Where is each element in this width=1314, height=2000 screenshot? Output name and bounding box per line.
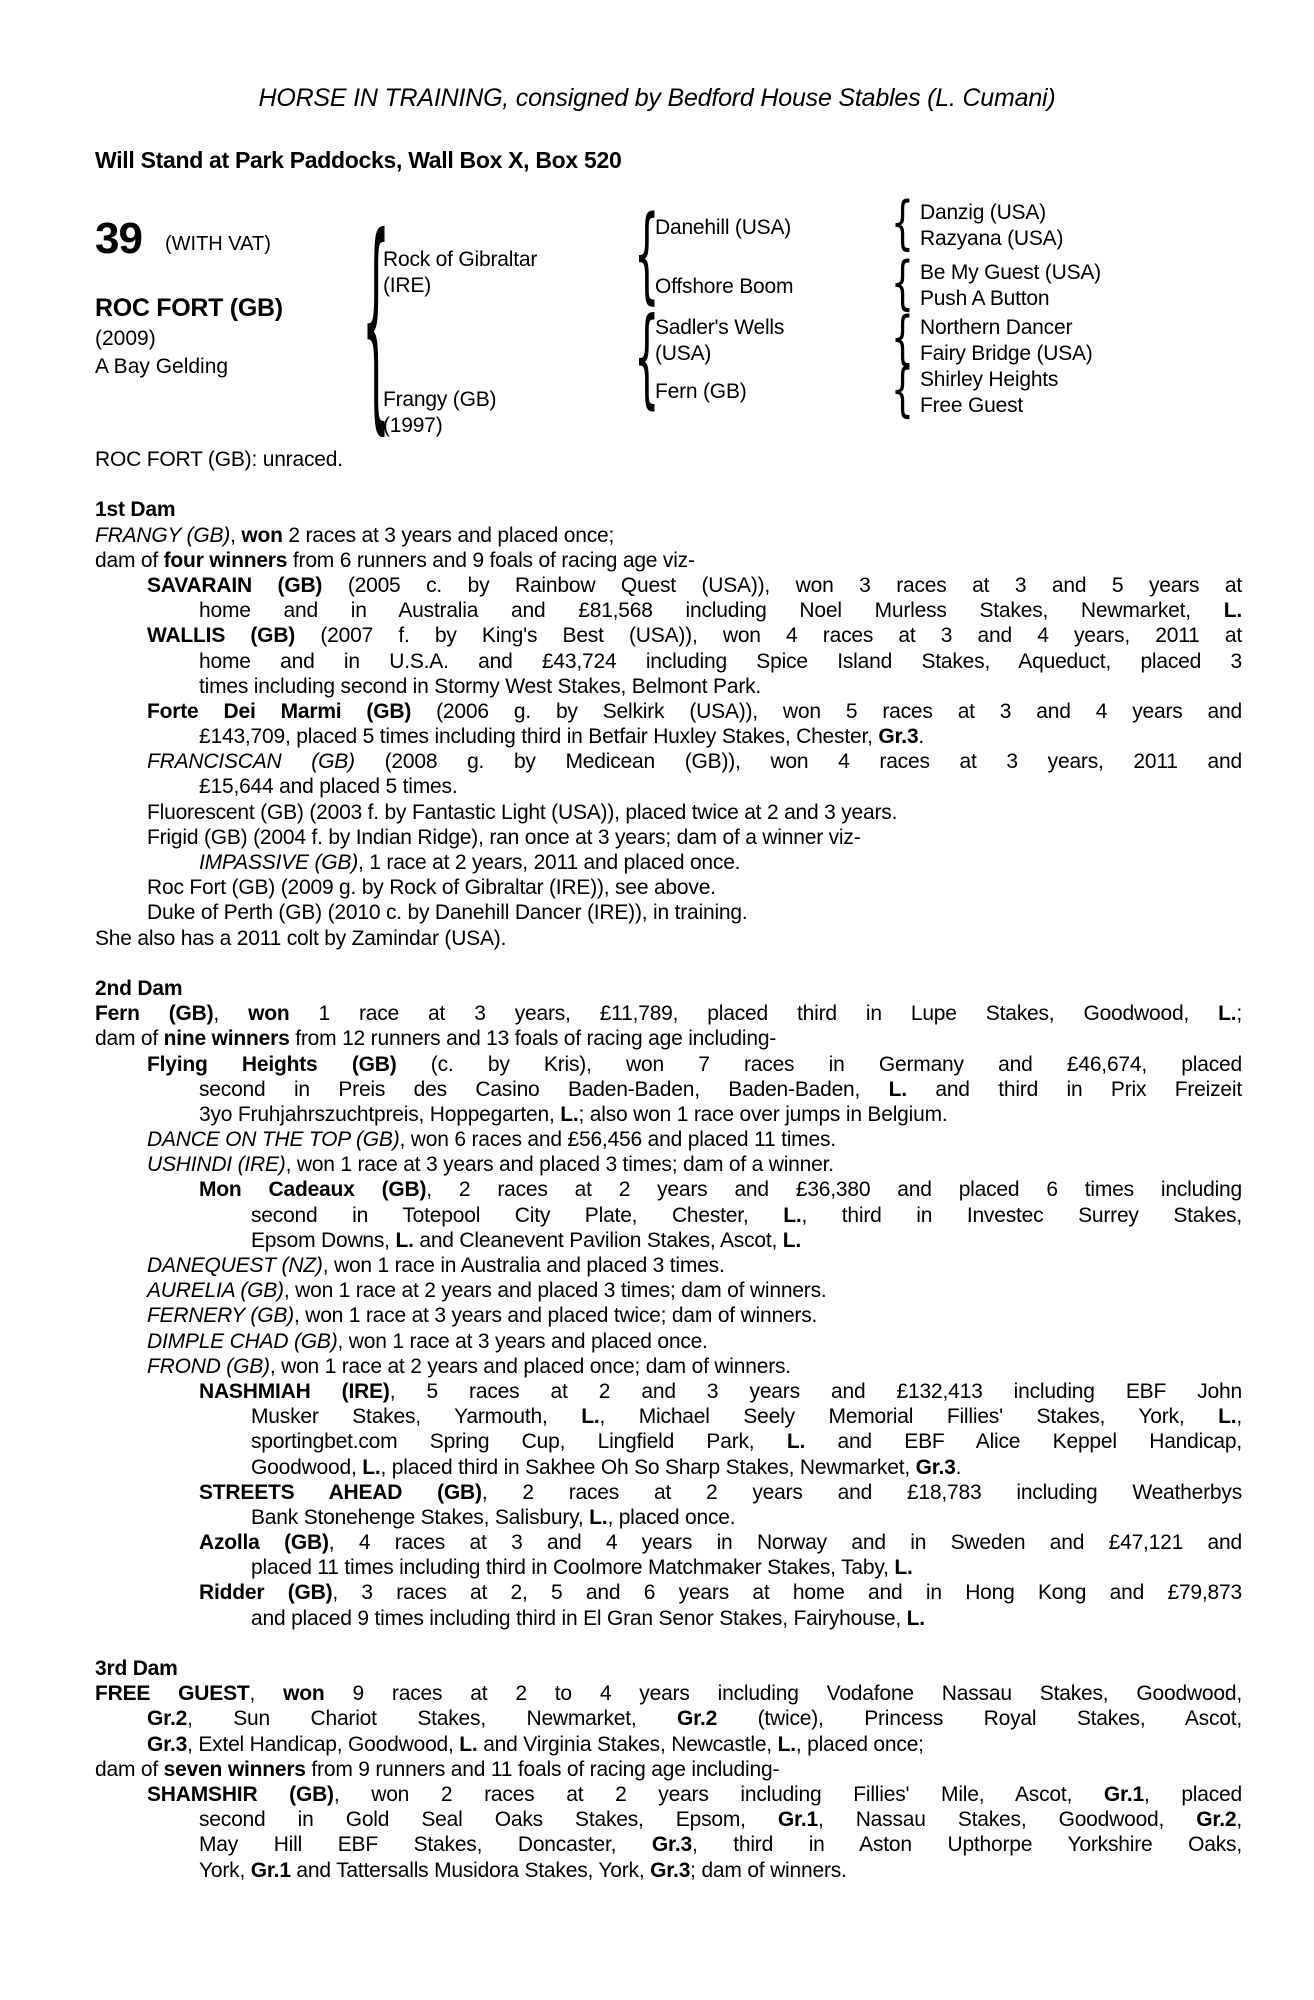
text-run: Gr.3 <box>878 725 919 749</box>
text-run: , <box>249 1682 284 1706</box>
stand-location: Will Stand at Park Paddocks, Wall Box X, Box 520 <box>95 147 622 173</box>
text-run: L. <box>581 1405 600 1429</box>
text-run: FRANCISCAN (GB) <box>147 750 355 774</box>
text-run: Gr.3 <box>915 1455 956 1479</box>
text-run: (2008 g. by Medicean (GB)), won 4 races at 3 years, 2011 and <box>354 750 1242 774</box>
text-run: Fern (GB) <box>95 1002 214 1026</box>
catalog-line <box>95 1329 1242 1354</box>
catalog-line <box>95 1001 1242 1026</box>
text-run: , won 1 race at 2 years and placed 3 times; dam of winners. <box>283 1279 827 1303</box>
lot-vat-note: (WITH VAT) <box>165 233 271 255</box>
lot-number: 39 <box>95 214 142 263</box>
text-run: ; dam of winners. <box>690 1858 847 1882</box>
catalog-line <box>95 447 1242 472</box>
text-run: FRANGY (GB) <box>95 523 231 547</box>
catalog-line <box>95 1530 1242 1555</box>
text-run: L. <box>589 1505 608 1529</box>
text-run: USHINDI (IRE) <box>147 1153 286 1177</box>
text-run: Frigid (GB) (2004 f. by Indian Ridge), ran once at 3 years; dam of a winner viz- <box>147 825 861 849</box>
text-run: from 12 runners and 13 foals of racing age including- <box>289 1027 777 1051</box>
catalog-line <box>95 1656 1242 1681</box>
text-run: from 9 runners and 11 foals of racing age including- <box>305 1757 780 1781</box>
text-run: (c. by Kris), won 7 races in Germany and £46,674, placed <box>396 1052 1242 1076</box>
text-run: , Michael Seely Memorial Fillies' Stakes, York, <box>599 1405 1219 1429</box>
catalog-line <box>95 548 1242 573</box>
text-run: , <box>230 523 242 547</box>
text-run: , won 1 race at 2 years and placed once; dam of winners. <box>269 1354 791 1378</box>
catalog-line <box>95 926 1242 951</box>
text-run: , Extel Handicap, Goodwood, <box>187 1732 460 1756</box>
gen3-shirley-heights: Shirley Heights <box>920 368 1059 391</box>
text-run: seven winners <box>163 1757 306 1781</box>
catalog-line <box>95 1077 1242 1102</box>
text-run: Roc Fort (GB) (2009 g. by Rock of Gibraltar (IRE)), see above. <box>147 876 716 900</box>
catalog-line <box>95 1807 1242 1832</box>
text-run: FREE GUEST <box>95 1682 250 1706</box>
text-run: , placed third in Sakhee Oh So Sharp Stakes, Newmarket, <box>380 1455 916 1479</box>
catalog-line <box>95 749 1242 774</box>
text-run: and EBF Alice Keppel Handicap, <box>805 1430 1242 1454</box>
text-run: SHAMSHIR (GB) <box>147 1782 334 1806</box>
text-run: Gr.1 <box>777 1808 818 1832</box>
text-run: £15,644 and placed 5 times. <box>199 775 458 799</box>
catalog-line <box>95 1303 1242 1328</box>
catalog-line <box>95 1253 1242 1278</box>
consignment-title: HORSE IN TRAINING, consigned by Bedford House Stables (L. Cumani) <box>258 84 1056 112</box>
catalog-line <box>95 850 1242 875</box>
text-run: L. <box>786 1430 806 1454</box>
text-run: 2 races at 3 years and placed once; <box>282 523 615 547</box>
dam-sire-name: Sadler's Wells <box>655 316 785 339</box>
text-run: York, <box>199 1858 251 1882</box>
text-run: , 2 races at 2 years and £18,783 including Weatherbys <box>481 1480 1243 1504</box>
text-run: Ridder (GB) <box>199 1581 333 1605</box>
text-run: IMPASSIVE (GB) <box>199 851 359 874</box>
text-run: times including second in Stormy West Stakes, Belmont Park. <box>199 674 762 698</box>
gen3-northern-dancer: Northern Dancer <box>920 316 1073 339</box>
catalog-line <box>95 1127 1242 1152</box>
catalog-line <box>95 976 1242 1001</box>
text-run: She also has a 2011 colt by Zamindar (USA). <box>95 926 507 950</box>
text-run: dam of <box>95 1027 164 1051</box>
text-run: Gr.3 <box>650 1858 691 1882</box>
text-run: Flying Heights (GB) <box>147 1052 397 1076</box>
text-run: FROND (GB) <box>147 1354 270 1378</box>
text-run: sportingbet.com Spring Cup, Lingfield Park, <box>251 1430 787 1454</box>
catalog-line <box>95 800 1242 825</box>
gen3-razyana: Razyana (USA) <box>920 227 1064 250</box>
text-run: , 2 races at 2 years and £36,380 and placed 6 times including <box>426 1178 1242 1202</box>
text-run: , placed once; <box>795 1732 924 1756</box>
text-run: 3yo Fruhjahrszuchtpreis, Hoppegarten, <box>199 1102 561 1126</box>
text-run: FERNERY (GB) <box>147 1304 294 1328</box>
text-run: 9 races at 2 to 4 years including Vodafone Nassau Stakes, Goodwood, <box>324 1682 1242 1706</box>
text-run: , won 1 race at 3 years and placed 3 times; dam of a winner. <box>285 1153 834 1177</box>
text-run: Forte Dei Marmi (GB) <box>147 699 412 723</box>
text-run: Fluorescent (GB) (2003 f. by Fantastic Light (USA)), placed twice at 2 and 3 years. <box>147 800 898 824</box>
text-run: dam of <box>95 548 164 572</box>
text-run: Gr.2 <box>1196 1808 1237 1832</box>
text-run: Gr.2 <box>147 1707 188 1731</box>
text-run: , Nassau Stakes, Goodwood, <box>817 1808 1197 1832</box>
text-run: Gr.3 <box>651 1833 692 1857</box>
gen3-free-guest: Free Guest <box>920 394 1024 417</box>
catalog-line <box>95 523 1242 548</box>
catalog-line <box>95 1278 1242 1303</box>
text-run: nine winners <box>163 1027 290 1051</box>
catalog-line <box>95 699 1242 724</box>
text-run: from 6 runners and 9 foals of racing age viz- <box>287 548 695 572</box>
text-run: Gr.2 <box>677 1707 718 1731</box>
catalog-line <box>95 674 1242 699</box>
sire-name: Rock of Gibraltar <box>383 248 538 271</box>
text-run: second in Gold Seal Oaks Stakes, Epsom, <box>199 1808 778 1832</box>
catalog-line <box>95 598 1242 623</box>
dam-year: (1997) <box>383 414 443 437</box>
text-run: , won 1 race at 3 years and placed twice; dam of winners. <box>293 1304 818 1328</box>
dam-name: Frangy (GB) <box>383 388 497 411</box>
catalog-line <box>95 623 1242 648</box>
text-run: DIMPLE CHAD (GB) <box>147 1329 338 1353</box>
text-run: DANEQUEST (NZ) <box>147 1254 323 1277</box>
text-run: Mon Cadeaux (GB) <box>199 1178 427 1202</box>
text-run: (2007 f. by King's Best (USA)), won 4 races at 3 and 4 years, 2011 at <box>295 624 1242 648</box>
text-run: second in Totepool City Plate, Chester, <box>251 1203 784 1227</box>
catalog-line <box>95 825 1242 850</box>
text-run: L. <box>906 1606 925 1630</box>
catalog-line <box>95 649 1242 674</box>
catalog-line <box>95 1228 1242 1253</box>
text-run: Bank Stonehenge Stakes, Salisbury, <box>251 1505 590 1529</box>
text-run: won <box>283 1682 325 1706</box>
text-run: ; also won 1 race over jumps in Belgium. <box>578 1102 948 1126</box>
text-run: , 4 races at 3 and 4 years in Norway and in Sweden and £47,121 and <box>328 1531 1242 1555</box>
catalog-line <box>95 1832 1242 1857</box>
text-run: 1 race at 3 years, £11,789, placed third in Lupe Stakes, Goodwood, <box>289 1002 1219 1026</box>
catalog-body-text <box>95 447 1242 1883</box>
text-run: , placed <box>1143 1782 1242 1806</box>
catalog-line <box>95 1681 1242 1706</box>
text-run: , won 6 races and £56,456 and placed 11 times. <box>399 1128 836 1152</box>
text-run: and Virginia Stakes, Newcastle, <box>477 1732 778 1756</box>
catalog-line <box>95 1732 1242 1757</box>
text-run: Gr.1 <box>250 1858 291 1882</box>
gen3-danzig: Danzig (USA) <box>920 201 1046 224</box>
text-run: DANCE ON THE TOP (GB) <box>147 1128 400 1152</box>
catalog-line <box>95 1354 1242 1379</box>
catalog-line <box>95 1580 1242 1605</box>
text-run: ; <box>1236 1002 1242 1026</box>
catalog-line <box>95 900 1242 925</box>
text-run: , <box>1236 1405 1242 1429</box>
text-run: 3rd Dam <box>95 1657 178 1680</box>
catalog-line <box>95 1782 1242 1807</box>
catalog-line <box>95 1026 1242 1051</box>
text-run: home and in Australia and £81,568 including Noel Murless Stakes, Newmarket, <box>199 599 1224 623</box>
text-run: L. <box>459 1732 478 1756</box>
text-run: May Hill EBF Stakes, Doncaster, <box>199 1833 652 1857</box>
text-run: and placed 9 times including third in El Gran Senor Stakes, Fairyhouse, <box>251 1606 907 1630</box>
text-run: dam of <box>95 1757 164 1781</box>
dam-sire-suffix: (USA) <box>655 342 712 365</box>
text-run: WALLIS (GB) <box>147 624 296 648</box>
text-run: Azolla (GB) <box>199 1531 329 1555</box>
text-run: STREETS AHEAD (GB) <box>199 1480 482 1504</box>
catalog-line <box>95 1606 1242 1631</box>
text-run: L. <box>782 1228 802 1252</box>
sire-sire-name: Danehill (USA) <box>655 216 792 239</box>
text-run: AURELIA (GB) <box>147 1279 284 1303</box>
catalog-line <box>95 573 1242 598</box>
catalog-line <box>95 774 1242 799</box>
catalog-line <box>95 724 1242 749</box>
text-run: . <box>955 1455 962 1479</box>
catalog-line <box>95 1480 1242 1505</box>
pedigree-brace-gen3-4 <box>891 363 914 421</box>
catalog-line <box>95 875 1242 900</box>
catalog-line <box>95 1052 1242 1077</box>
text-run: , third in Investec Surrey Stakes, <box>801 1203 1242 1227</box>
text-run: second in Preis des Casino Baden-Baden, Baden-Baden, <box>199 1077 889 1101</box>
catalog-line <box>95 1858 1242 1883</box>
dam-dam-name: Fern (GB) <box>655 380 747 403</box>
catalog-line <box>95 1177 1242 1202</box>
text-run: L. <box>894 1556 913 1580</box>
gen3-fairy-bridge: Fairy Bridge (USA) <box>920 342 1093 365</box>
text-run: NASHMIAH (IRE) <box>199 1379 390 1403</box>
text-run: , 1 race at 2 years, 2011 and placed once. <box>358 851 741 874</box>
text-run: L. <box>1218 1405 1237 1429</box>
text-run: , won 1 race in Australia and placed 3 times. <box>322 1254 725 1277</box>
gen3-push-a-button: Push A Button <box>920 287 1050 310</box>
text-run: 1st Dam <box>95 498 176 522</box>
gen3-be-my-guest: Be My Guest (USA) <box>920 261 1101 284</box>
catalog-line <box>95 1379 1242 1404</box>
text-run: L. <box>1223 599 1242 623</box>
catalog-line <box>95 1455 1242 1480</box>
text-run: and Tattersalls Musidora Stakes, York, <box>290 1858 651 1882</box>
text-run: , <box>213 1002 249 1026</box>
text-run: placed 11 times including third in Coolmore Matchmaker Stakes, Taby, <box>251 1556 895 1580</box>
text-run: (2005 c. by Rainbow Quest (USA)), won 3 races at 3 and 5 years at <box>322 573 1243 597</box>
text-run: L. <box>395 1228 414 1252</box>
catalog-line <box>95 1429 1242 1454</box>
text-run: , <box>1236 1808 1242 1832</box>
blank-line <box>95 472 1242 497</box>
text-run: won <box>248 1002 290 1026</box>
foaling-year: (2009) <box>95 327 156 350</box>
catalog-line <box>95 1102 1242 1127</box>
pedigree-brace-gen3-2 <box>891 256 914 314</box>
text-run: £143,709, placed 5 times including third in Betfair Huxley Stakes, Chester, <box>199 725 879 749</box>
text-run: four winners <box>163 548 288 572</box>
text-run: , 5 races at 2 and 3 years and £132,413 including EBF John <box>389 1379 1242 1403</box>
catalog-line <box>95 1505 1242 1530</box>
text-run: L. <box>777 1732 796 1756</box>
text-run: L. <box>1218 1002 1237 1026</box>
text-run: L. <box>560 1102 579 1126</box>
text-run: . <box>918 725 925 749</box>
text-run: and third in Prix Freizeit <box>906 1077 1242 1101</box>
catalog-line <box>95 497 1242 522</box>
text-run: Goodwood, <box>251 1455 363 1479</box>
text-run: , placed once. <box>607 1505 736 1529</box>
catalog-line <box>95 1555 1242 1580</box>
sire-suffix: (IRE) <box>383 274 431 297</box>
sire-dam-name: Offshore Boom <box>655 275 794 298</box>
text-run: L. <box>362 1455 381 1479</box>
text-run: 2nd Dam <box>95 976 183 1000</box>
blank-line <box>95 951 1242 976</box>
text-run: won <box>241 523 283 547</box>
text-run: home and in U.S.A. and £43,724 including Spice Island Stakes, Aqueduct, placed 3 <box>199 649 1242 673</box>
text-run: and Cleanevent Pavilion Stakes, Ascot, <box>413 1228 783 1252</box>
text-run: , won 1 race at 3 years and placed once. <box>337 1329 708 1353</box>
text-run: , won 2 races at 2 years including Fillies' Mile, Ascot, <box>333 1782 1104 1806</box>
text-run: , 3 races at 2, 5 and 6 years at home and in Hong Kong and £79,873 <box>332 1581 1242 1605</box>
text-run: L. <box>783 1203 802 1227</box>
catalog-line <box>95 1203 1242 1228</box>
text-run: (twice), Princess Royal Stakes, Ascot, <box>717 1707 1243 1731</box>
text-run: Duke of Perth (GB) (2010 c. by Danehill Dancer (IRE)), in training. <box>147 901 748 925</box>
text-run: , third in Aston Upthorpe Yorkshire Oaks, <box>691 1833 1242 1857</box>
text-run: L. <box>888 1077 907 1101</box>
catalog-line <box>95 1757 1242 1782</box>
text-run: ROC FORT (GB): unraced. <box>95 448 343 471</box>
catalog-line <box>95 1404 1242 1429</box>
text-run: Musker Stakes, Yarmouth, <box>251 1405 582 1429</box>
horse-name: ROC FORT (GB) <box>95 294 283 322</box>
catalog-line <box>95 1706 1242 1731</box>
text-run: Gr.1 <box>1103 1782 1144 1806</box>
text-run: Epsom Downs, <box>251 1228 396 1252</box>
text-run: (2006 g. by Selkirk (USA)), won 5 races at 3 and 4 years and <box>411 699 1242 723</box>
text-run: Gr.3 <box>147 1732 188 1756</box>
catalog-line <box>95 1152 1242 1177</box>
horse-description: A Bay Gelding <box>95 355 229 378</box>
text-run: , Sun Chariot Stakes, Newmarket, <box>187 1707 678 1731</box>
blank-line <box>95 1631 1242 1656</box>
pedigree-brace-gen3-1 <box>891 196 914 254</box>
text-run: SAVARAIN (GB) <box>147 573 323 597</box>
